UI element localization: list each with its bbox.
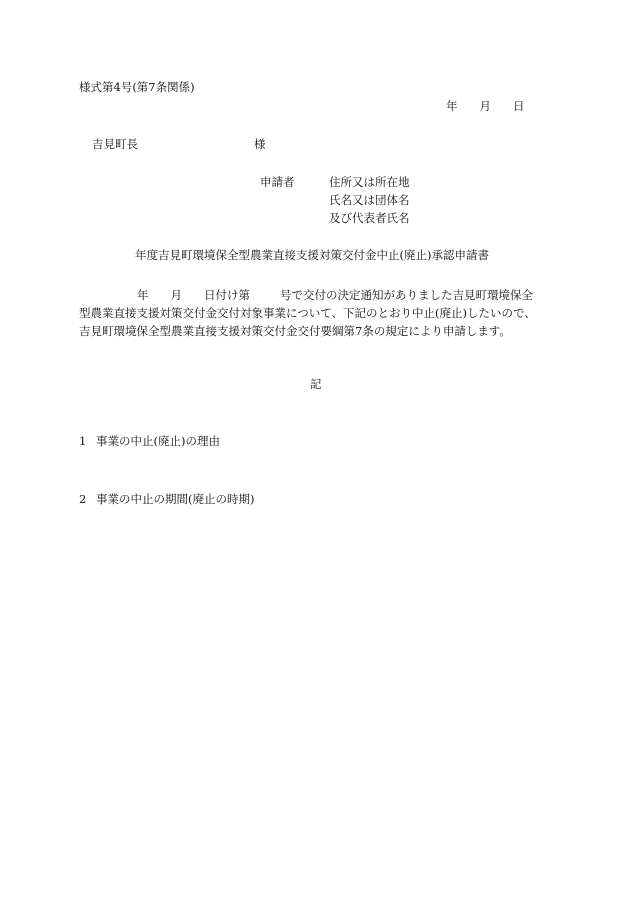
item-1-text: 事業の中止(廃止)の理由 bbox=[96, 434, 220, 448]
date-line bbox=[446, 100, 525, 114]
item-2-number: 2 bbox=[79, 492, 87, 506]
date-year: 年 bbox=[446, 99, 458, 113]
date-day: 日 bbox=[513, 99, 525, 113]
applicant-label: 申請者 bbox=[260, 175, 295, 189]
document-title: 年度吉見町環境保全型農業直接支援対策交付金中止(廃止)承認申請書 bbox=[135, 248, 489, 262]
body-line-2: 型農業直接支援対策交付金交付対象事業について、下記のとおり中止(廃止)したいので、 bbox=[79, 306, 536, 320]
applicant-address-label: 住所又は所在地 bbox=[329, 175, 410, 189]
applicant-representative-label: 及び代表者氏名 bbox=[329, 211, 410, 225]
body-paragraph bbox=[79, 286, 559, 340]
body-line-1-rest: 号で交付の決定通知がありました吉見町環境保全 bbox=[280, 288, 533, 302]
addressee: 吉見町長 bbox=[92, 137, 138, 151]
body-line-1 bbox=[79, 286, 559, 304]
item-2 bbox=[79, 493, 254, 507]
ki-heading: 記 bbox=[310, 377, 322, 391]
applicant-name-label: 氏名又は団体名 bbox=[329, 193, 410, 207]
item-2-text: 事業の中止の期間(廃止の時期) bbox=[96, 492, 255, 506]
honorific: 様 bbox=[254, 137, 266, 151]
item-1-number: 1 bbox=[79, 434, 87, 448]
body-day: 日付け第 bbox=[204, 288, 250, 302]
body-month: 月 bbox=[170, 288, 182, 302]
body-line-3: 吉見町環境保全型農業直接支援対策交付金交付要綱第7条の規定により申請します。 bbox=[79, 324, 511, 338]
body-year: 年 bbox=[137, 288, 149, 302]
form-number: 様式第4号(第7条関係) bbox=[79, 80, 195, 94]
item-1 bbox=[79, 435, 220, 449]
date-month: 月 bbox=[479, 99, 491, 113]
